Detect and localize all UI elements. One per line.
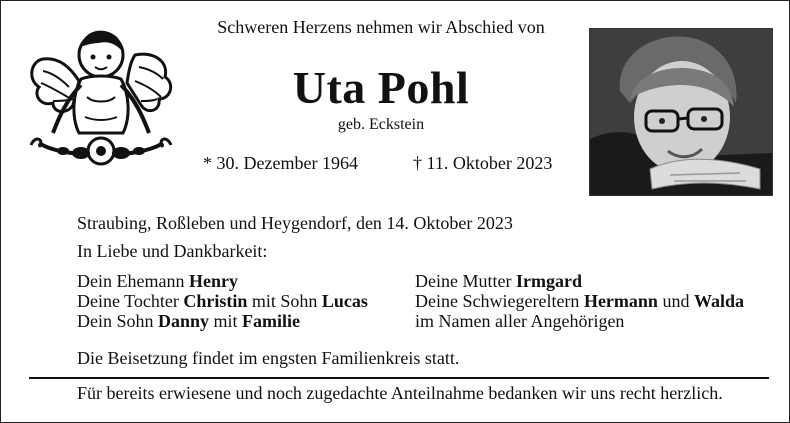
birth-date: * 30. Dezember 1964: [203, 153, 358, 173]
funeral-note: Die Beisetzung findet im engsten Familienkreis statt.: [77, 348, 460, 368]
mourner-line: Deine Schwiegereltern Hermann und Walda: [415, 291, 744, 311]
intro-text: Schweren Herzens nehmen wir Abschied von: [217, 17, 545, 37]
mourner-line: Dein Ehemann Henry: [77, 271, 238, 291]
closing-thanks: Für bereits erwiesene und noch zugedachte Anteilnahme bedanken wir uns recht herzlich.: [77, 383, 723, 403]
mourner-line: Dein Sohn Danny mit Familie: [77, 311, 301, 331]
mourner-line: im Namen aller Angehörigen: [415, 311, 625, 331]
mourners-right-column: [415, 271, 744, 331]
death-date: † 11. Oktober 2023: [413, 153, 553, 173]
mourner-line: Deine Mutter Irmgard: [415, 271, 582, 291]
mourners-intro: In Liebe und Dankbarkeit:: [77, 241, 268, 261]
deceased-name: Uta Pohl: [292, 62, 470, 113]
maiden-name: geb. Eckstein: [337, 116, 425, 133]
mourner-line: Deine Tochter Christin mit Sohn Lucas: [77, 291, 368, 311]
divider-line: [29, 377, 769, 379]
portrait-photo: [589, 28, 773, 196]
mourners-left-column: [77, 271, 368, 331]
place-and-date: Straubing, Roßleben und Heygendorf, den 14. Oktober 2023: [77, 213, 513, 233]
